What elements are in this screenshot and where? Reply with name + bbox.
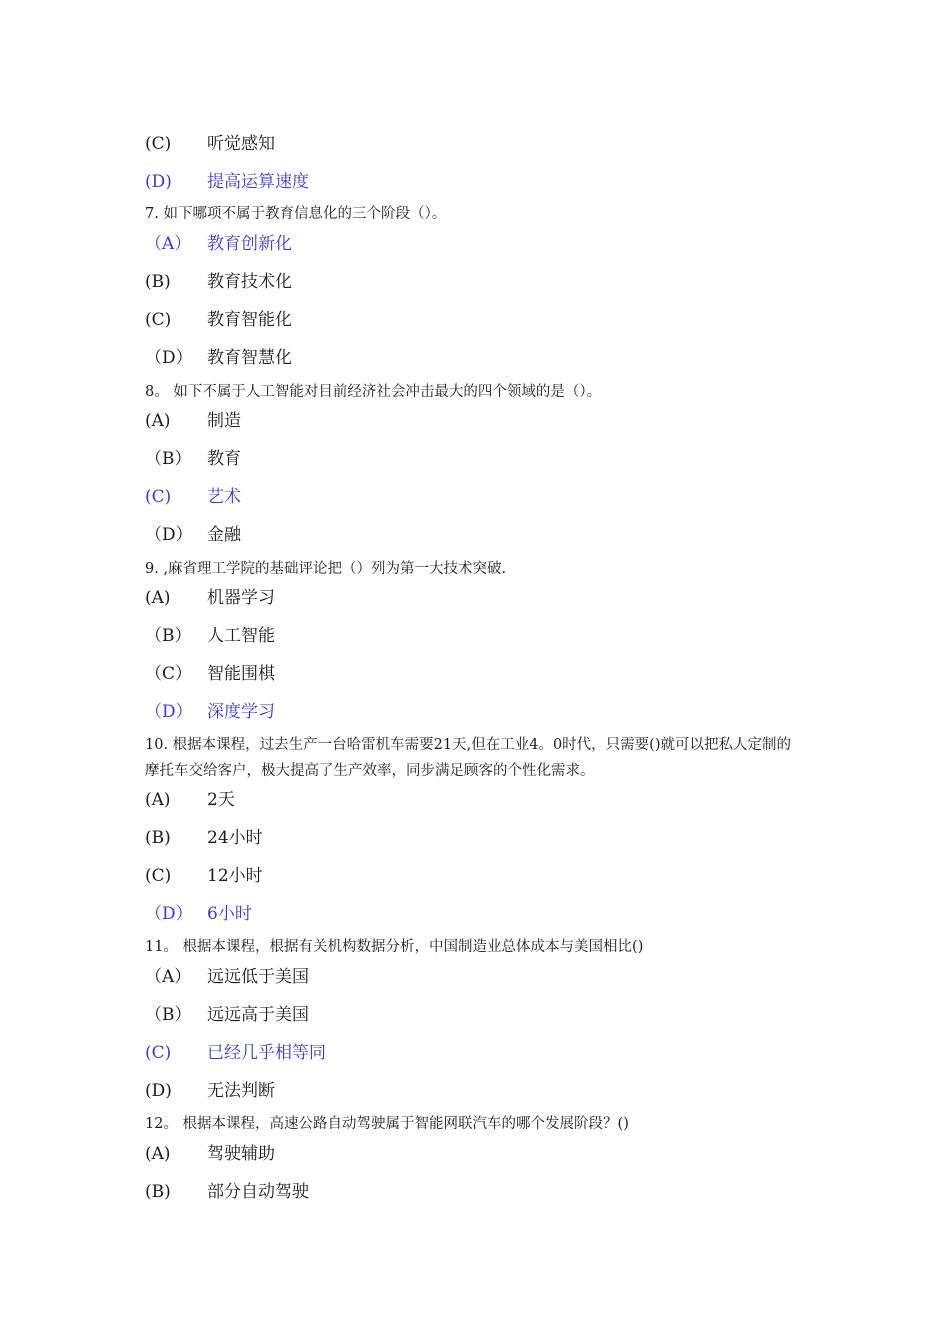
option-text: 提高运算速度 [207, 172, 309, 192]
option-label: (C) [145, 866, 172, 886]
option-label: (A) [145, 588, 171, 608]
question-text: 11。 根据本课程，根据有关机构数据分析，中国制造业总体成本与美国相比() [145, 939, 644, 955]
question-text: 12。 根据本课程，高速公路自动驾驶属于智能网联汽车的哪个发展阶段？() [145, 1116, 629, 1132]
option-label: (C) [145, 310, 172, 330]
option-label: (B) [145, 1182, 171, 1202]
option-label: （D） [145, 348, 193, 368]
option [145, 1004, 309, 1026]
option-text: 教育 [207, 449, 241, 469]
option-label: （B） [145, 626, 192, 646]
option-label: (C) [145, 487, 172, 507]
option-text: 听觉感知 [207, 134, 275, 154]
option-text: 教育智能化 [207, 310, 292, 330]
option-text: 制造 [207, 411, 241, 431]
option-text: 教育创新化 [207, 234, 292, 254]
option-text: 无法判断 [207, 1081, 275, 1101]
option-label: (C) [145, 134, 172, 154]
option [145, 524, 241, 546]
answer-option [145, 903, 252, 925]
option-label: (A) [145, 1144, 171, 1164]
option-text: 机器学习 [207, 588, 275, 608]
option-text: 远远高于美国 [207, 1005, 309, 1025]
answer-option [145, 486, 241, 508]
option [145, 663, 275, 685]
option [145, 865, 263, 887]
option-text: 艺术 [207, 487, 241, 507]
option [145, 1181, 309, 1203]
option-text: 驾驶辅助 [207, 1144, 275, 1164]
option [145, 966, 309, 988]
option-text: 12小时 [207, 866, 263, 886]
option-label: （D） [145, 702, 193, 722]
option [145, 789, 235, 811]
option-text: 部分自动驾驶 [207, 1182, 309, 1202]
option-text: 深度学习 [207, 702, 275, 722]
option-label: （A） [145, 967, 192, 987]
option [145, 625, 275, 647]
option [145, 448, 241, 470]
option-label: (D) [145, 1081, 172, 1101]
option-text: 智能围棋 [207, 664, 275, 684]
option [145, 1080, 275, 1102]
option-label: （C） [145, 664, 193, 684]
option-text: 人工智能 [207, 626, 275, 646]
option-label: （D） [145, 904, 193, 924]
question-text: 7. 如下哪项不属于教育信息化的三个阶段（）。 [145, 206, 447, 222]
option-label: （B） [145, 449, 192, 469]
option-label: (A) [145, 411, 171, 431]
option-label: （B） [145, 1005, 192, 1025]
option [145, 347, 292, 369]
option-text: 24小时 [207, 828, 263, 848]
option [145, 1143, 275, 1165]
question-text: 10. 根据本课程，过去生产一台哈雷机车需要21天,但在工业4。0时代，只需要()就可以把私人定制的摩托车交给客户，极大提高了生产效率，同步满足顾客的个性化需求。 [145, 737, 791, 779]
answer-option [145, 701, 275, 723]
option-label: (B) [145, 828, 171, 848]
option [145, 410, 241, 432]
answer-option [145, 171, 309, 193]
option-text: 已经几乎相等同 [207, 1043, 326, 1063]
option [145, 133, 275, 155]
option [145, 309, 292, 331]
option [145, 271, 292, 293]
option [145, 587, 275, 609]
question-text: 8。 如下不属于人工智能对目前经济社会冲击最大的四个领域的是（）。 [145, 384, 602, 400]
option-label: (A) [145, 790, 171, 810]
option-label: (C) [145, 1043, 172, 1063]
option-text: 2天 [207, 790, 235, 810]
option-text: 教育技术化 [207, 272, 292, 292]
option-label: (B) [145, 272, 171, 292]
option-text: 教育智慧化 [207, 348, 292, 368]
option-text: 远远低于美国 [207, 967, 309, 987]
option-label: （A） [145, 234, 192, 254]
option [145, 827, 263, 849]
option-text: 6小时 [207, 904, 252, 924]
answer-option [145, 1042, 326, 1064]
option-text: 金融 [207, 525, 241, 545]
answer-option [145, 233, 292, 255]
option-label: （D） [145, 525, 193, 545]
question-text: 9. ,麻省理工学院的基础评论把（）列为第一大技术突破. [145, 561, 507, 577]
option-label: (D) [145, 172, 172, 192]
